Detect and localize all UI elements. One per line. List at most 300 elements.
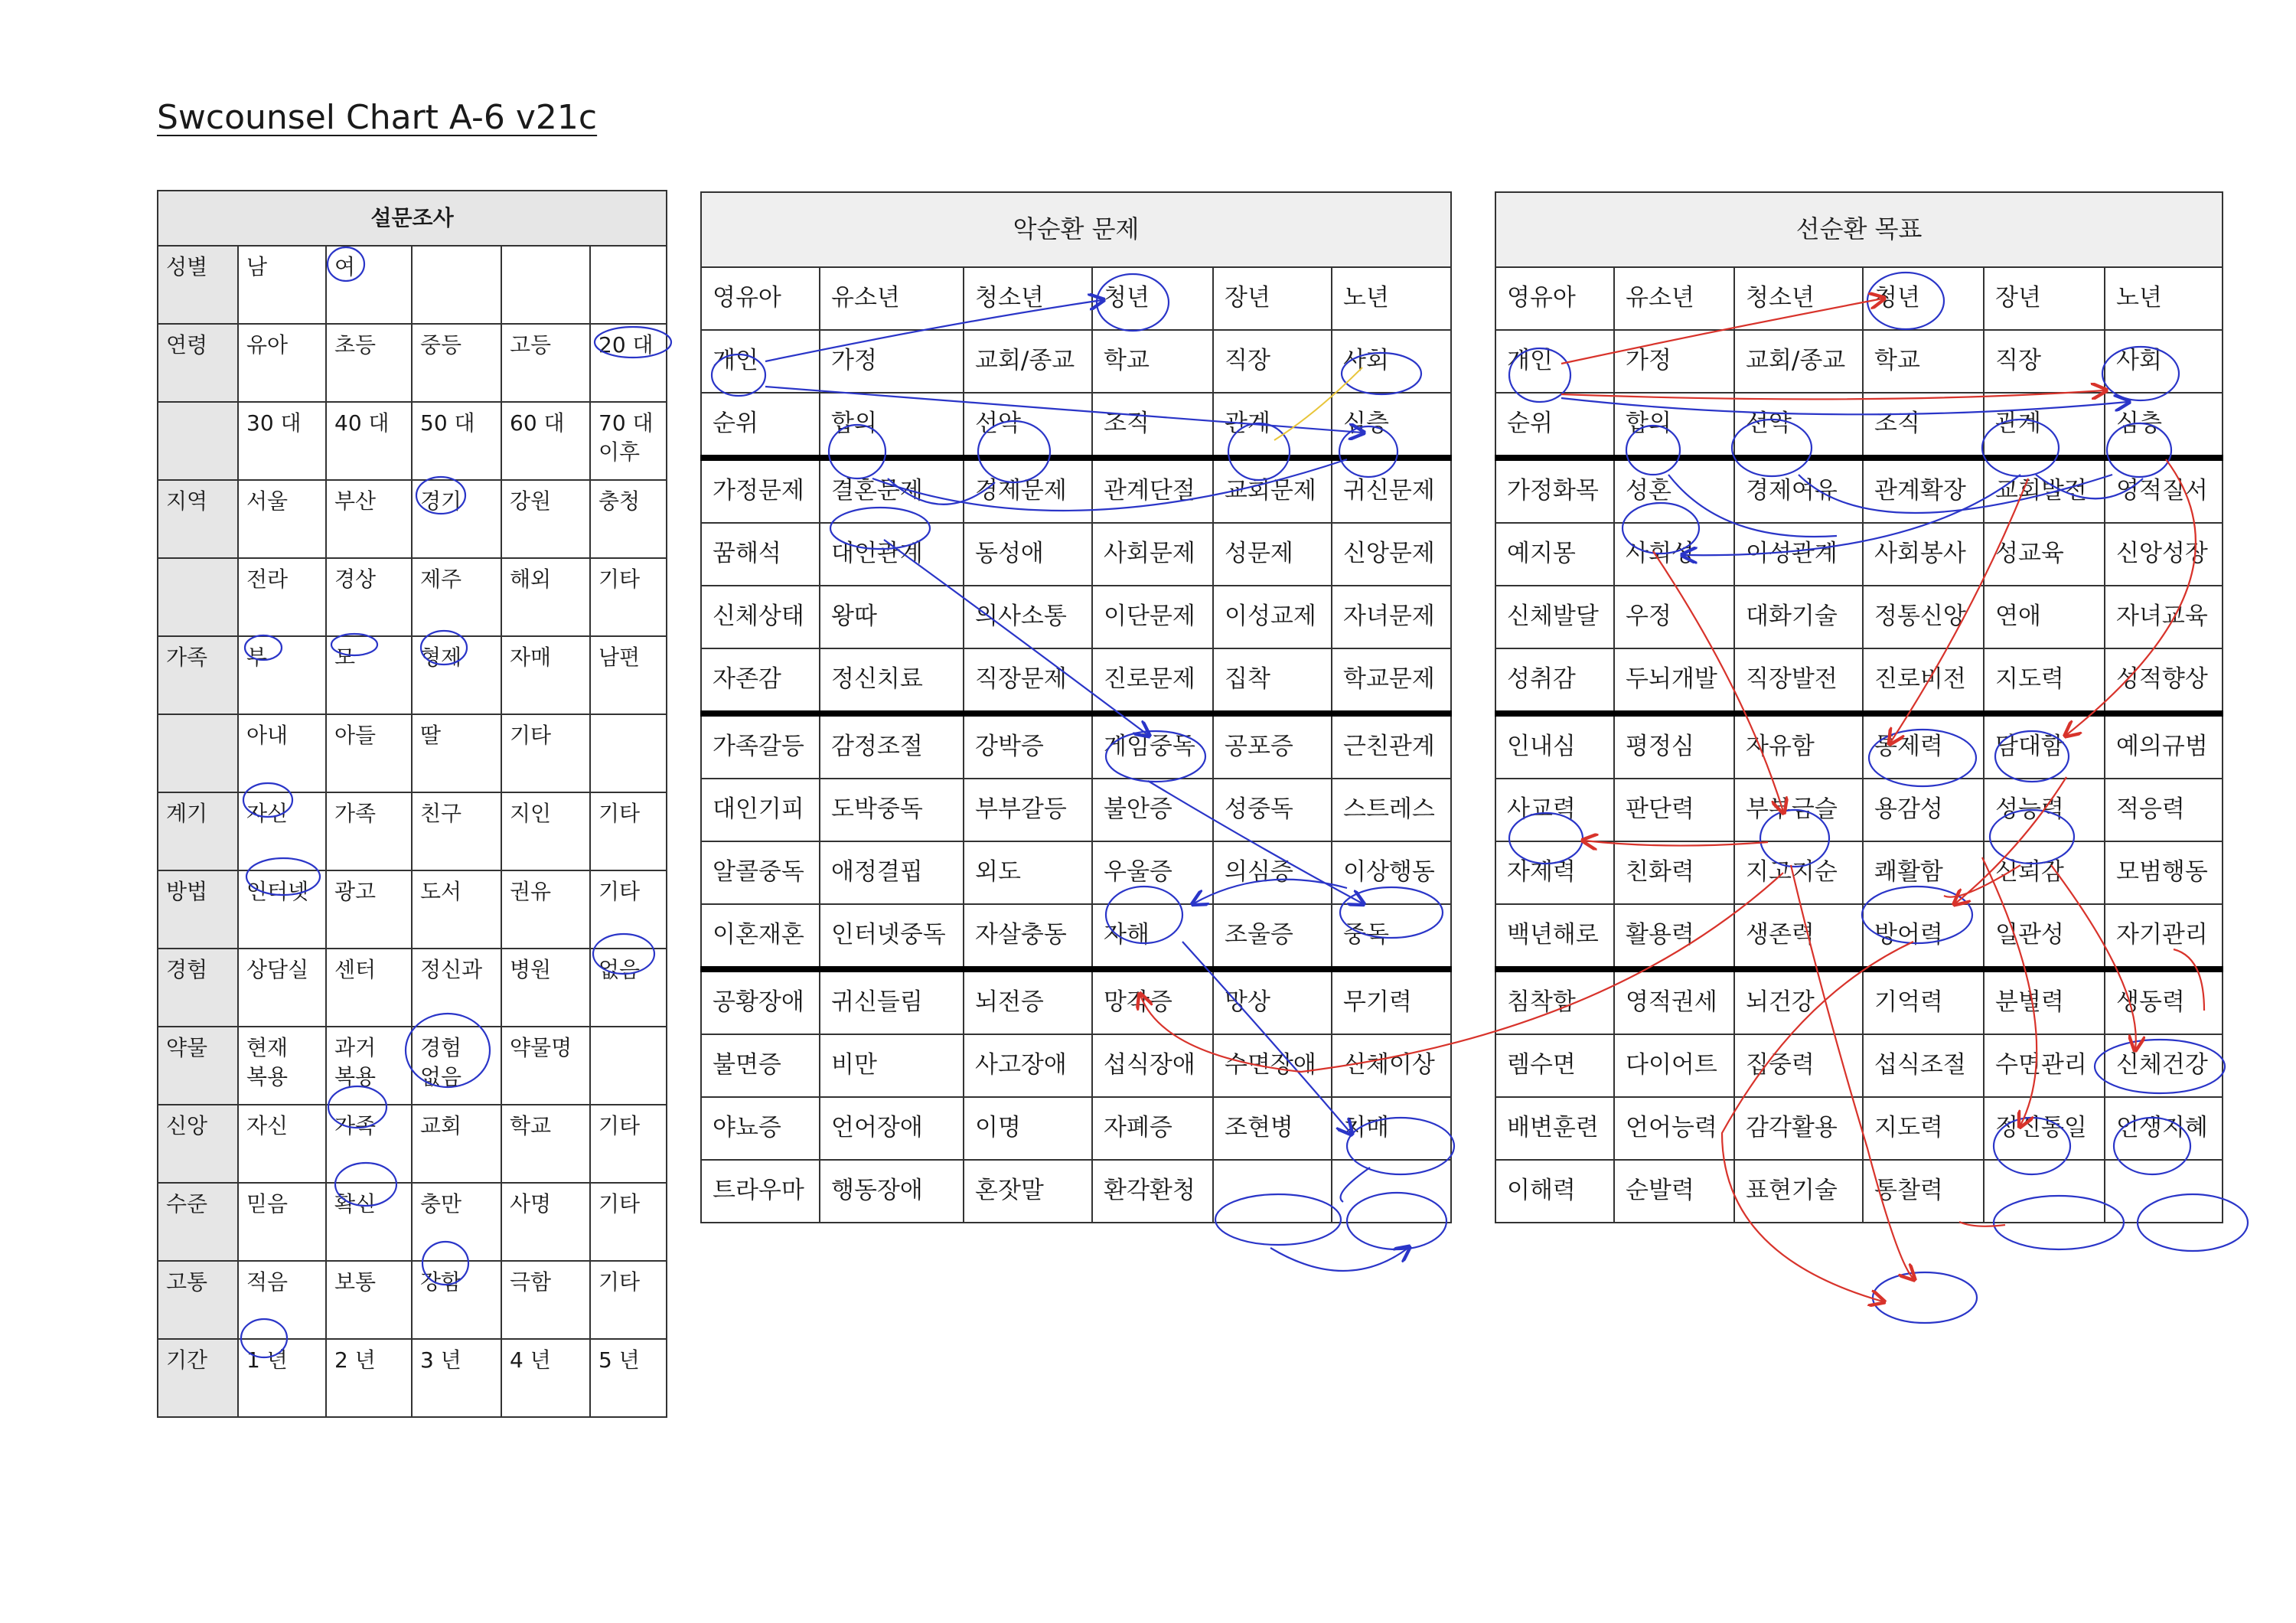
- virtuous-cell: 백년해로: [1495, 904, 1614, 969]
- virtuous-cell: 청년: [1863, 267, 1984, 330]
- survey-cell: 4 년: [501, 1339, 590, 1417]
- virtuous-cell: 활용력: [1614, 904, 1734, 969]
- survey-cell: 강함: [412, 1261, 501, 1339]
- survey-cell: 성별: [158, 246, 238, 324]
- virtuous-cell: 관계확장: [1863, 458, 1984, 523]
- survey-cell: 자신: [238, 792, 326, 870]
- survey-row: [158, 558, 667, 636]
- virtuous-cell: 생동력: [2105, 969, 2223, 1034]
- vicious-cell: 관계단절: [1092, 458, 1213, 523]
- survey-cell: 보통: [326, 1261, 412, 1339]
- survey-cell: 40 대: [326, 402, 412, 480]
- survey-cell: 60 대: [501, 402, 590, 480]
- survey-cell: 경기: [412, 480, 501, 558]
- vicious-cell: 직장문제: [964, 648, 1092, 714]
- survey-row: [158, 792, 667, 870]
- vicious-row: [701, 330, 1451, 393]
- vicious-cell: 행동장애: [820, 1160, 964, 1223]
- vicious-cell: 결혼문제: [820, 458, 964, 523]
- virtuous-cell: 성혼: [1614, 458, 1734, 523]
- survey-header: 설문조사: [158, 191, 667, 246]
- vicious-cell: 이단문제: [1092, 586, 1213, 648]
- vicious-row: [701, 393, 1451, 458]
- survey-cell: 기타: [590, 792, 667, 870]
- virtuous-cell: 다이어트: [1614, 1034, 1734, 1097]
- vicious-cell: 노년: [1332, 267, 1451, 330]
- survey-cell: 아내: [238, 714, 326, 792]
- virtuous-cell: 모범행동: [2105, 841, 2223, 904]
- vicious-cell: 학교문제: [1332, 648, 1451, 714]
- virtuous-cell: 교회/종교: [1734, 330, 1863, 393]
- vicious-row: [701, 586, 1451, 648]
- virtuous-cell: 자제력: [1495, 841, 1614, 904]
- virtuous-cell: 예지몽: [1495, 523, 1614, 586]
- survey-cell: 없음: [590, 949, 667, 1027]
- vicious-cell: 유소년: [820, 267, 964, 330]
- vicious-cell: 개인: [701, 330, 820, 393]
- virtuous-cell: 연애: [1984, 586, 2105, 648]
- vicious-cell: 청소년: [964, 267, 1092, 330]
- survey-cell: 2 년: [326, 1339, 412, 1417]
- vicious-cell: [1332, 1160, 1451, 1223]
- vicious-row: [701, 523, 1451, 586]
- survey-cell: 교회: [412, 1105, 501, 1183]
- survey-cell: 광고: [326, 870, 412, 949]
- survey-cell: 자매: [501, 636, 590, 714]
- vicious-cell: 언어장애: [820, 1097, 964, 1160]
- survey-cell: 충만: [412, 1183, 501, 1261]
- vicious-cell: 대인기피: [701, 779, 820, 841]
- vicious-cell: 조울증: [1213, 904, 1332, 969]
- virtuous-cell: 기억력: [1863, 969, 1984, 1034]
- virtuous-cell: 직장발전: [1734, 648, 1863, 714]
- vicious-cell: 왕따: [820, 586, 964, 648]
- survey-cell: 부: [238, 636, 326, 714]
- virtuous-cell: 심층: [2105, 393, 2223, 458]
- virtuous-cell: 정신통일: [1984, 1097, 2105, 1160]
- survey-cell: 30 대: [238, 402, 326, 480]
- vicious-header: 악순환 문제: [701, 192, 1451, 267]
- virtuous-cell: 우정: [1614, 586, 1734, 648]
- vicious-cell: 선악: [964, 393, 1092, 458]
- vicious-cell: 장년: [1213, 267, 1332, 330]
- virtuous-cell: 신앙성장: [2105, 523, 2223, 586]
- survey-cell: 권유: [501, 870, 590, 949]
- survey-cell: 50 대: [412, 402, 501, 480]
- vicious-cell: 무기력: [1332, 969, 1451, 1034]
- vicious-cell: 강박증: [964, 714, 1092, 779]
- survey-cell: 과거 복용: [326, 1027, 412, 1105]
- survey-cell: 수준: [158, 1183, 238, 1261]
- virtuous-cell: 분별력: [1984, 969, 2105, 1034]
- survey-cell: 극함: [501, 1261, 590, 1339]
- virtuous-cell: 감각활용: [1734, 1097, 1863, 1160]
- virtuous-row: [1495, 458, 2223, 523]
- virtuous-cell: 신뢰감: [1984, 841, 2105, 904]
- vicious-cell: 사회문제: [1092, 523, 1213, 586]
- virtuous-cell: 수면관리: [1984, 1034, 2105, 1097]
- virtuous-row: [1495, 904, 2223, 969]
- survey-cell: 아들: [326, 714, 412, 792]
- virtuous-cell: 성능력: [1984, 779, 2105, 841]
- virtuous-cell: 순발력: [1614, 1160, 1734, 1223]
- vicious-cell: 자해: [1092, 904, 1213, 969]
- vicious-cycle-table: [700, 191, 1452, 1223]
- vicious-cell: 성문제: [1213, 523, 1332, 586]
- vicious-cell: 영유아: [701, 267, 820, 330]
- survey-cell: 센터: [326, 949, 412, 1027]
- survey-cell: 약물명: [501, 1027, 590, 1105]
- virtuous-row: [1495, 714, 2223, 779]
- survey-cell: 강원: [501, 480, 590, 558]
- survey-cell: 기타: [501, 714, 590, 792]
- virtuous-cell: 평정심: [1614, 714, 1734, 779]
- virtuous-cell: 신체건강: [2105, 1034, 2223, 1097]
- vicious-cell: 관계: [1213, 393, 1332, 458]
- survey-cell: 제주: [412, 558, 501, 636]
- virtuous-cell: 인내심: [1495, 714, 1614, 779]
- survey-cell: 가족: [158, 636, 238, 714]
- survey-cell: 병원: [501, 949, 590, 1027]
- survey-cell: 형제: [412, 636, 501, 714]
- vicious-row: [701, 267, 1451, 330]
- vicious-row: [701, 841, 1451, 904]
- vicious-cell: 집착: [1213, 648, 1332, 714]
- survey-row: [158, 714, 667, 792]
- survey-row: [158, 480, 667, 558]
- vicious-cell: 자살충동: [964, 904, 1092, 969]
- vicious-row: [701, 779, 1451, 841]
- virtuous-cell: 침착함: [1495, 969, 1614, 1034]
- virtuous-cell: 쾌활함: [1863, 841, 1984, 904]
- vicious-cell: 사고장애: [964, 1034, 1092, 1097]
- vicious-row: [701, 714, 1451, 779]
- survey-cell: 약물: [158, 1027, 238, 1105]
- vicious-cell: 학교: [1092, 330, 1213, 393]
- survey-cell: 해외: [501, 558, 590, 636]
- virtuous-cell: 적응력: [2105, 779, 2223, 841]
- virtuous-cell: 개인: [1495, 330, 1614, 393]
- virtuous-cell: 성적향상: [2105, 648, 2223, 714]
- vicious-cell: 게임중독: [1092, 714, 1213, 779]
- survey-cell: 경상: [326, 558, 412, 636]
- virtuous-cell: 사회성: [1614, 523, 1734, 586]
- virtuous-cell: 이해력: [1495, 1160, 1614, 1223]
- vicious-cell: 성중독: [1213, 779, 1332, 841]
- vicious-cell: 자존감: [701, 648, 820, 714]
- vicious-cell: 꿈해석: [701, 523, 820, 586]
- vicious-cell: 가정: [820, 330, 964, 393]
- survey-cell: 모: [326, 636, 412, 714]
- virtuous-cell: 자기관리: [2105, 904, 2223, 969]
- vicious-cell: 귀신문제: [1332, 458, 1451, 523]
- survey-cell: 서울: [238, 480, 326, 558]
- vicious-cell: 불면증: [701, 1034, 820, 1097]
- virtuous-row: [1495, 969, 2223, 1034]
- vicious-cell: 스트레스: [1332, 779, 1451, 841]
- virtuous-cell: 선악: [1734, 393, 1863, 458]
- survey-cell: 정신과: [412, 949, 501, 1027]
- virtuous-row: [1495, 393, 2223, 458]
- survey-cell: 고통: [158, 1261, 238, 1339]
- survey-cell: 가족: [326, 792, 412, 870]
- virtuous-cell: 언어능력: [1614, 1097, 1734, 1160]
- vicious-cell: 경제문제: [964, 458, 1092, 523]
- vicious-cell: 공황장애: [701, 969, 820, 1034]
- vicious-cell: 알콜중독: [701, 841, 820, 904]
- vicious-cell: 망상: [1213, 969, 1332, 1034]
- virtuous-cell: 통찰력: [1863, 1160, 1984, 1223]
- vicious-cell: 외도: [964, 841, 1092, 904]
- survey-cell: 딸: [412, 714, 501, 792]
- virtuous-cell: 생존력: [1734, 904, 1863, 969]
- survey-cell: 기타: [590, 870, 667, 949]
- vicious-row: [701, 1160, 1451, 1223]
- vicious-cell: 애정결핍: [820, 841, 964, 904]
- virtuous-cell: 진로비전: [1863, 648, 1984, 714]
- virtuous-cell: 배변훈련: [1495, 1097, 1614, 1160]
- vicious-cell: 공포증: [1213, 714, 1332, 779]
- virtuous-cell: 판단력: [1614, 779, 1734, 841]
- survey-cell: 적음: [238, 1261, 326, 1339]
- virtuous-cell: 사교력: [1495, 779, 1614, 841]
- virtuous-cell: 교회발전: [1984, 458, 2105, 523]
- vicious-cell: 조직: [1092, 393, 1213, 458]
- vicious-cell: 가정문제: [701, 458, 820, 523]
- survey-row: [158, 949, 667, 1027]
- survey-cell: [590, 246, 667, 324]
- vicious-row: [701, 458, 1451, 523]
- survey-cell: 충청: [590, 480, 667, 558]
- survey-cell: [158, 558, 238, 636]
- survey-cell: 경험 없음: [412, 1027, 501, 1105]
- virtuous-row: [1495, 586, 2223, 648]
- survey-cell: 고등: [501, 324, 590, 402]
- vicious-row: [701, 969, 1451, 1034]
- virtuous-cell: 정통신앙: [1863, 586, 1984, 648]
- virtuous-cell: 영적권세: [1614, 969, 1734, 1034]
- virtuous-cell: 예의규범: [2105, 714, 2223, 779]
- vicious-cell: 뇌전증: [964, 969, 1092, 1034]
- vicious-cell: 진로문제: [1092, 648, 1213, 714]
- survey-cell: 기간: [158, 1339, 238, 1417]
- survey-cell: 학교: [501, 1105, 590, 1183]
- virtuous-cell: 두뇌개발: [1614, 648, 1734, 714]
- virtuous-cell: 사회봉사: [1863, 523, 1984, 586]
- virtuous-cell: [2105, 1160, 2223, 1223]
- vicious-cell: 감정조절: [820, 714, 964, 779]
- virtuous-cell: 가정화목: [1495, 458, 1614, 523]
- survey-row: [158, 1261, 667, 1339]
- survey-cell: 지역: [158, 480, 238, 558]
- virtuous-cell: 인생지혜: [2105, 1097, 2223, 1160]
- vicious-cell: 이성교제: [1213, 586, 1332, 648]
- virtuous-cell: 장년: [1984, 267, 2105, 330]
- vicious-cell: 치매: [1332, 1097, 1451, 1160]
- vicious-cell: 이혼재혼: [701, 904, 820, 969]
- survey-cell: 유아: [238, 324, 326, 402]
- survey-cell: 상담실: [238, 949, 326, 1027]
- vicious-cell: 우울증: [1092, 841, 1213, 904]
- virtuous-row: [1495, 1097, 2223, 1160]
- vicious-cell: 의사소통: [964, 586, 1092, 648]
- survey-row: [158, 324, 667, 402]
- virtuous-cell: [1984, 1160, 2105, 1223]
- virtuous-cell: 영유아: [1495, 267, 1614, 330]
- virtuous-cell: 학교: [1863, 330, 1984, 393]
- virtuous-row: [1495, 648, 2223, 714]
- virtuous-cell: 자유함: [1734, 714, 1863, 779]
- virtuous-cell: 성교육: [1984, 523, 2105, 586]
- virtuous-cell: 부부금슬: [1734, 779, 1863, 841]
- virtuous-cell: 가정: [1614, 330, 1734, 393]
- vicious-cell: 순위: [701, 393, 820, 458]
- vicious-cell: 혼잣말: [964, 1160, 1092, 1223]
- survey-cell: 초등: [326, 324, 412, 402]
- virtuous-row: [1495, 841, 2223, 904]
- survey-cell: 지인: [501, 792, 590, 870]
- vicious-cell: 이상행동: [1332, 841, 1451, 904]
- vicious-cell: 신체이상: [1332, 1034, 1451, 1097]
- survey-cell: [590, 714, 667, 792]
- virtuous-cell: 직장: [1984, 330, 2105, 393]
- survey-cell: 사명: [501, 1183, 590, 1261]
- vicious-cell: 이명: [964, 1097, 1092, 1160]
- virtuous-row: [1495, 1034, 2223, 1097]
- vicious-cell: 교회문제: [1213, 458, 1332, 523]
- virtuous-row: [1495, 523, 2223, 586]
- vicious-cell: 자녀문제: [1332, 586, 1451, 648]
- virtuous-cycle-table: [1495, 191, 2223, 1223]
- vicious-cell: 망각증: [1092, 969, 1213, 1034]
- vicious-cell: 중독: [1332, 904, 1451, 969]
- survey-cell: 경험: [158, 949, 238, 1027]
- virtuous-cell: 통제력: [1863, 714, 1984, 779]
- virtuous-cell: 친화력: [1614, 841, 1734, 904]
- survey-row: [158, 1027, 667, 1105]
- survey-cell: [158, 714, 238, 792]
- vicious-cell: [1213, 1160, 1332, 1223]
- vicious-cell: 트라우마: [701, 1160, 820, 1223]
- survey-row: [158, 402, 667, 480]
- survey-cell: 중등: [412, 324, 501, 402]
- survey-cell: 방법: [158, 870, 238, 949]
- virtuous-cell: 영적질서: [2105, 458, 2223, 523]
- virtuous-cell: 지고지순: [1734, 841, 1863, 904]
- vicious-cell: 비만: [820, 1034, 964, 1097]
- survey-cell: 친구: [412, 792, 501, 870]
- vicious-cell: 동성애: [964, 523, 1092, 586]
- vicious-cell: 환각환청: [1092, 1160, 1213, 1223]
- survey-cell: 확신: [326, 1183, 412, 1261]
- document-title: Swcounsel Chart A-6 v21c: [157, 98, 598, 137]
- survey-cell: 현재 복용: [238, 1027, 326, 1105]
- vicious-row: [701, 1097, 1451, 1160]
- survey-cell: 3 년: [412, 1339, 501, 1417]
- survey-row: [158, 246, 667, 324]
- virtuous-cell: 뇌건강: [1734, 969, 1863, 1034]
- virtuous-cell: 표현기술: [1734, 1160, 1863, 1223]
- survey-cell: 1 년: [238, 1339, 326, 1417]
- vicious-cell: 자폐증: [1092, 1097, 1213, 1160]
- virtuous-cell: 노년: [2105, 267, 2223, 330]
- virtuous-cell: 청소년: [1734, 267, 1863, 330]
- survey-cell: 신앙: [158, 1105, 238, 1183]
- vicious-cell: 합의: [820, 393, 964, 458]
- virtuous-cell: 신체발달: [1495, 586, 1614, 648]
- survey-cell: [412, 246, 501, 324]
- vicious-cell: 수면장애: [1213, 1034, 1332, 1097]
- survey-cell: 전라: [238, 558, 326, 636]
- virtuous-cell: 성취감: [1495, 648, 1614, 714]
- vicious-cell: 야뇨증: [701, 1097, 820, 1160]
- survey-cell: 기타: [590, 1183, 667, 1261]
- vicious-cell: 직장: [1213, 330, 1332, 393]
- virtuous-row: [1495, 267, 2223, 330]
- survey-cell: 도서: [412, 870, 501, 949]
- virtuous-cell: 순위: [1495, 393, 1614, 458]
- survey-cell: 5 년: [590, 1339, 667, 1417]
- virtuous-cell: 담대함: [1984, 714, 2105, 779]
- virtuous-cell: 용감성: [1863, 779, 1984, 841]
- vicious-cell: 근친관계: [1332, 714, 1451, 779]
- vicious-cell: 의심증: [1213, 841, 1332, 904]
- vicious-row: [701, 1034, 1451, 1097]
- virtuous-cell: 이성관계: [1734, 523, 1863, 586]
- survey-cell: 기타: [590, 1261, 667, 1339]
- virtuous-cell: 유소년: [1614, 267, 1734, 330]
- vicious-cell: 심층: [1332, 393, 1451, 458]
- survey-row: [158, 1183, 667, 1261]
- virtuous-cell: 렘수면: [1495, 1034, 1614, 1097]
- vicious-cell: 교회/종교: [964, 330, 1092, 393]
- vicious-cell: 조현병: [1213, 1097, 1332, 1160]
- virtuous-cell: 지도력: [1984, 648, 2105, 714]
- vicious-cell: 사회: [1332, 330, 1451, 393]
- survey-cell: 가족: [326, 1105, 412, 1183]
- virtuous-row: [1495, 779, 2223, 841]
- vicious-cell: 가족갈등: [701, 714, 820, 779]
- vicious-cell: 대인관계: [820, 523, 964, 586]
- survey-cell: [501, 246, 590, 324]
- vicious-cell: 불안증: [1092, 779, 1213, 841]
- survey-cell: 부산: [326, 480, 412, 558]
- vicious-cell: 섭식장애: [1092, 1034, 1213, 1097]
- virtuous-row: [1495, 1160, 2223, 1223]
- survey-cell: 남편: [590, 636, 667, 714]
- survey-cell: 남: [238, 246, 326, 324]
- survey-cell: 인터넷: [238, 870, 326, 949]
- virtuous-cell: 사회: [2105, 330, 2223, 393]
- virtuous-cell: 일관성: [1984, 904, 2105, 969]
- survey-cell: 70 대 이후: [590, 402, 667, 480]
- vicious-row: [701, 904, 1451, 969]
- vicious-cell: 정신치료: [820, 648, 964, 714]
- vicious-row: [701, 648, 1451, 714]
- vicious-cell: 부부갈등: [964, 779, 1092, 841]
- virtuous-cell: 섭식조절: [1863, 1034, 1984, 1097]
- vicious-cell: 인터넷중독: [820, 904, 964, 969]
- virtuous-cell: 대화기술: [1734, 586, 1863, 648]
- virtuous-cell: 집중력: [1734, 1034, 1863, 1097]
- vicious-cell: 도박중독: [820, 779, 964, 841]
- vicious-cell: 신체상태: [701, 586, 820, 648]
- survey-cell: 계기: [158, 792, 238, 870]
- survey-table: [157, 190, 667, 1418]
- virtuous-row: [1495, 330, 2223, 393]
- vicious-cell: 신앙문제: [1332, 523, 1451, 586]
- virtuous-cell: 관계: [1984, 393, 2105, 458]
